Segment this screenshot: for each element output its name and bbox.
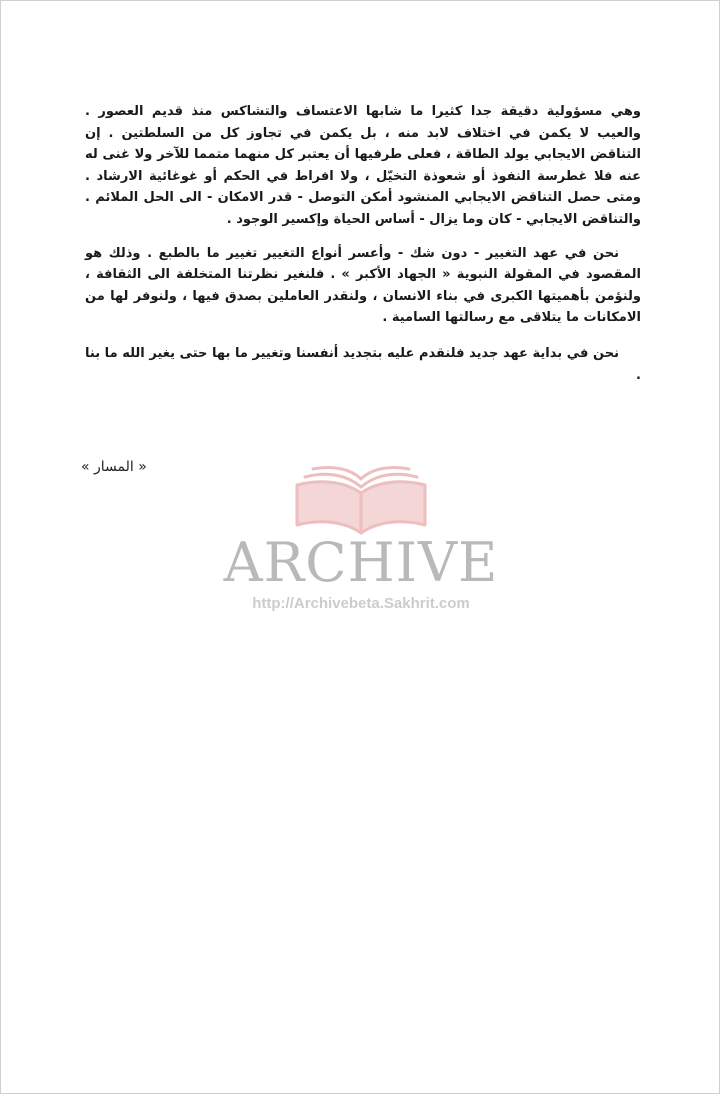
watermark-url: http://Archivebeta.Sakhrit.com — [252, 595, 470, 612]
paragraph-2-text: نحن في عهد التغيير - دون شك - وأعسر أنواع التغيير تغيير ما بالطبع . وذلك هو المقصود في المقولة النبوية « الجهاد الأكبر » . فلنغير نظرتنا المتخلفة الى الثقافة ، ولنؤمن بأهميتها الكبرى في بناء الانسان ، ولنقدر العاملين بصدق فيها ، ولنوفر لها من الامكانات ما يتلاقى مع رسالتها السامية . — [85, 245, 641, 326]
watermark-title: ARCHIVE — [223, 531, 499, 594]
signature: « المسار » — [81, 459, 147, 475]
paragraph-2 — [85, 243, 641, 329]
article-body — [85, 101, 641, 386]
paragraph-3-text: نحن في بداية عهد جديد فلنقدم عليه بتجديد أنفسنا وتغيير ما بها حتى يغير الله ما بنا . — [85, 345, 641, 383]
paragraph-3 — [85, 343, 641, 386]
archive-watermark — [211, 463, 511, 623]
paragraph-1: وهي مسؤولية دقيقة جدا كثيرا ما شابها الاعتساف والتشاكس منذ قديم العصور . والعيب لا يكمن في اختلاف لابد منه ، بل يكمن في تجاوز كل من السلطتين . إن التناقض الايجابي يولد الطاقة ، فعلى طرفيها أن يعتبر كل منهما متمما للآخر ولا غنى له عنه فلا غطرسة النفوذ أو شعوذة التخيّل ، ولا افراط في الحكم أو غوغائية الارشاد . ومتى حصل التناقض الايجابي المنشود أمكن التوصل - قدر الامكان - الى الحل الملائم . والتناقض الايجابي - كان وما يزال - أساس الحياة وإكسير الوجود . — [85, 104, 641, 227]
